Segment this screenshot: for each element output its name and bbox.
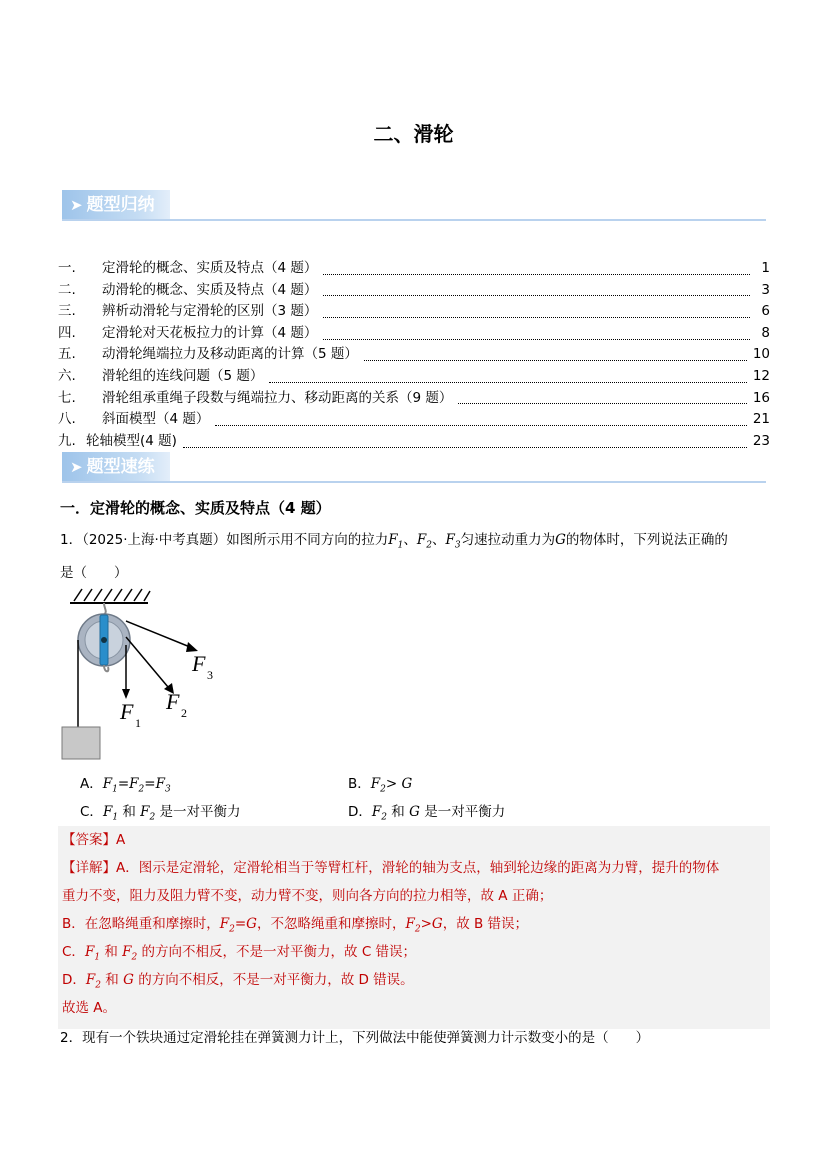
label-f3-sub: 3 [207, 668, 213, 682]
toc-num: 六. [58, 367, 76, 384]
banner-practice [62, 452, 170, 482]
toc-item[interactable] [58, 278, 770, 300]
option-b[interactable]: B．$F_2> G$ [348, 775, 413, 795]
detail-line-1 [62, 854, 768, 882]
option-text: 是一对平衡力 [159, 803, 241, 820]
toc-text: 斜面模型（4 题） [102, 411, 210, 428]
toc-leader [269, 373, 746, 383]
table-of-contents [58, 256, 770, 450]
banner-summary [62, 190, 170, 220]
toc-item[interactable] [58, 342, 770, 364]
label-f1: F [120, 699, 134, 724]
toc-text: 滑轮组承重绳子段数与绳端拉力、移动距离的关系（9 题） [102, 389, 453, 406]
toc-page: 23 [752, 432, 770, 449]
toc-item[interactable] [58, 429, 770, 451]
toc-leader [183, 438, 747, 448]
toc-page: 16 [752, 389, 770, 406]
toc-num: 九. [58, 432, 76, 449]
toc-page: 1 [761, 260, 770, 276]
label-f3: F [192, 651, 206, 676]
ceiling [70, 589, 150, 603]
toc-page: 10 [752, 346, 770, 363]
question-2: 2．现有一个铁块通过定滑轮挂在弹簧测力计上，下列做法中能使弹簧测力计示数变小的是（ ） [60, 1030, 650, 1046]
toc-page: 3 [761, 281, 770, 298]
toc-leader [323, 330, 750, 340]
option-text: C． [80, 803, 103, 820]
toc-num: 五. [58, 346, 76, 363]
toc-num: 七. [58, 389, 76, 406]
toc-leader [323, 265, 750, 275]
option-d[interactable]: D．$F_2$ 和 G 是一对平衡力 [348, 803, 506, 823]
option-c[interactable]: C．$F_1$ 和 $F_2$ 是一对平衡力 [80, 803, 241, 823]
detail-line-4: C．$F_1$ 和 $F_2$ 的方向不相反，不是一对平衡力，故 C 错误； [62, 944, 417, 963]
toc-item[interactable] [58, 364, 770, 386]
option-text: 是一对平衡力 [424, 803, 506, 820]
detail-line-5: D．$F_2$ 和 G 的方向不相反，不是一对平衡力，故 D 错误。 [62, 972, 414, 991]
question-1: 1．（2025·上海·中考真题）如图所示用不同方向的拉力$F_1$、$F_2$、$F_3$匀速拉动重力为G的物体时，下列说法正确的 是（ ） [60, 532, 728, 581]
toc-text: 滑轮组的连线问题（5 题） [102, 367, 264, 384]
option-text: D． [348, 803, 372, 820]
detail-line-6: 故选 A。 [62, 1000, 117, 1016]
label-f1-sub: 1 [135, 716, 141, 730]
detail-text: A．图示是定滑轮，定滑轮相当于等臂杠杆，滑轮的轴为支点，轴到轮边缘的距离为力臂，提升的物体 [116, 860, 720, 876]
detail-text: 的方向不相反，不是一对平衡力，故 D 错误。 [138, 972, 414, 988]
question-text: 是（ ） [60, 564, 128, 581]
arrow-icon: ➤ [70, 458, 83, 476]
detail-label: 【详解】 [62, 860, 116, 876]
question-text: 1．（2025·上海·中考真题）如图所示用不同方向的拉力 [60, 532, 389, 548]
toc-text: 辨析动滑轮与定滑轮的区别（3 题） [102, 303, 318, 320]
force-f1-arrowhead [122, 689, 130, 699]
banner-summary-label: 题型归纳 [86, 195, 155, 215]
divider [62, 481, 766, 483]
detail-text: B．在忽略绳重和摩擦时， [62, 916, 220, 932]
arrow-icon: ➤ [70, 196, 83, 214]
toc-leader [364, 351, 747, 361]
question-text: 的物体时，下列说法正确的 [565, 532, 728, 548]
toc-page: 8 [761, 324, 770, 341]
detail-text: 的方向不相反，不是一对平衡力，故 C 错误； [141, 944, 417, 960]
toc-num: 二. [58, 281, 76, 298]
label-f2: F [166, 689, 180, 714]
pulley-figure [60, 585, 230, 765]
section-heading: 一．定滑轮的概念、实质及特点（4 题） [60, 499, 331, 517]
toc-page: 21 [752, 411, 770, 428]
toc-text: 动滑轮绳端拉力及移动距离的计算（5 题） [102, 346, 358, 363]
toc-leader [458, 394, 746, 404]
toc-num: 四. [58, 324, 76, 341]
toc-text: 轮轴模型(4 题) [86, 432, 177, 449]
toc-num: 三. [58, 303, 76, 320]
toc-item[interactable] [58, 299, 770, 321]
toc-item[interactable] [58, 321, 770, 343]
force-f2-line [126, 637, 168, 687]
toc-text: 定滑轮对天花板拉力的计算（4 题） [102, 324, 318, 341]
toc-leader [323, 308, 750, 318]
divider [62, 219, 766, 221]
detail-text: ，故 B 错误； [442, 916, 529, 932]
label-f2-sub: 2 [181, 706, 187, 720]
toc-page: 12 [752, 367, 770, 384]
toc-item[interactable] [58, 407, 770, 429]
toc-item[interactable] [58, 386, 770, 408]
weight-block [62, 727, 100, 759]
detail-line-3: B．在忽略绳重和摩擦时，$F_2=G$，不忽略绳重和摩擦时，$F_2>G$，故 B 错误； [62, 916, 529, 935]
force-f3-line [126, 621, 190, 647]
toc-item[interactable] [58, 256, 770, 278]
banner-practice-label: 题型速练 [86, 457, 155, 477]
answer-label: 【答案】A [62, 832, 126, 848]
detail-text: ，不忽略绳重和摩擦时， [256, 916, 406, 932]
toc-leader [215, 416, 746, 426]
option-a[interactable]: A．$F_1=F_2=F_3$ [80, 775, 171, 795]
options [80, 769, 700, 825]
detail-line-2: 重力不变，阻力及阻力臂不变，动力臂不变，则向各方向的拉力相等，故 A 正确； [62, 888, 553, 904]
toc-num: 一. [58, 260, 76, 276]
question-text: 匀速拉动重力为 [460, 532, 556, 548]
toc-text: 定滑轮的概念、实质及特点（4 题） [102, 260, 318, 276]
pulley-axle [101, 637, 107, 643]
toc-num: 八. [58, 411, 76, 428]
page-title: 二、滑轮 [373, 122, 454, 146]
toc-leader [323, 286, 750, 296]
toc-text: 动滑轮的概念、实质及特点（4 题） [102, 281, 318, 298]
top-hook [104, 603, 106, 615]
toc-page: 6 [761, 303, 770, 320]
